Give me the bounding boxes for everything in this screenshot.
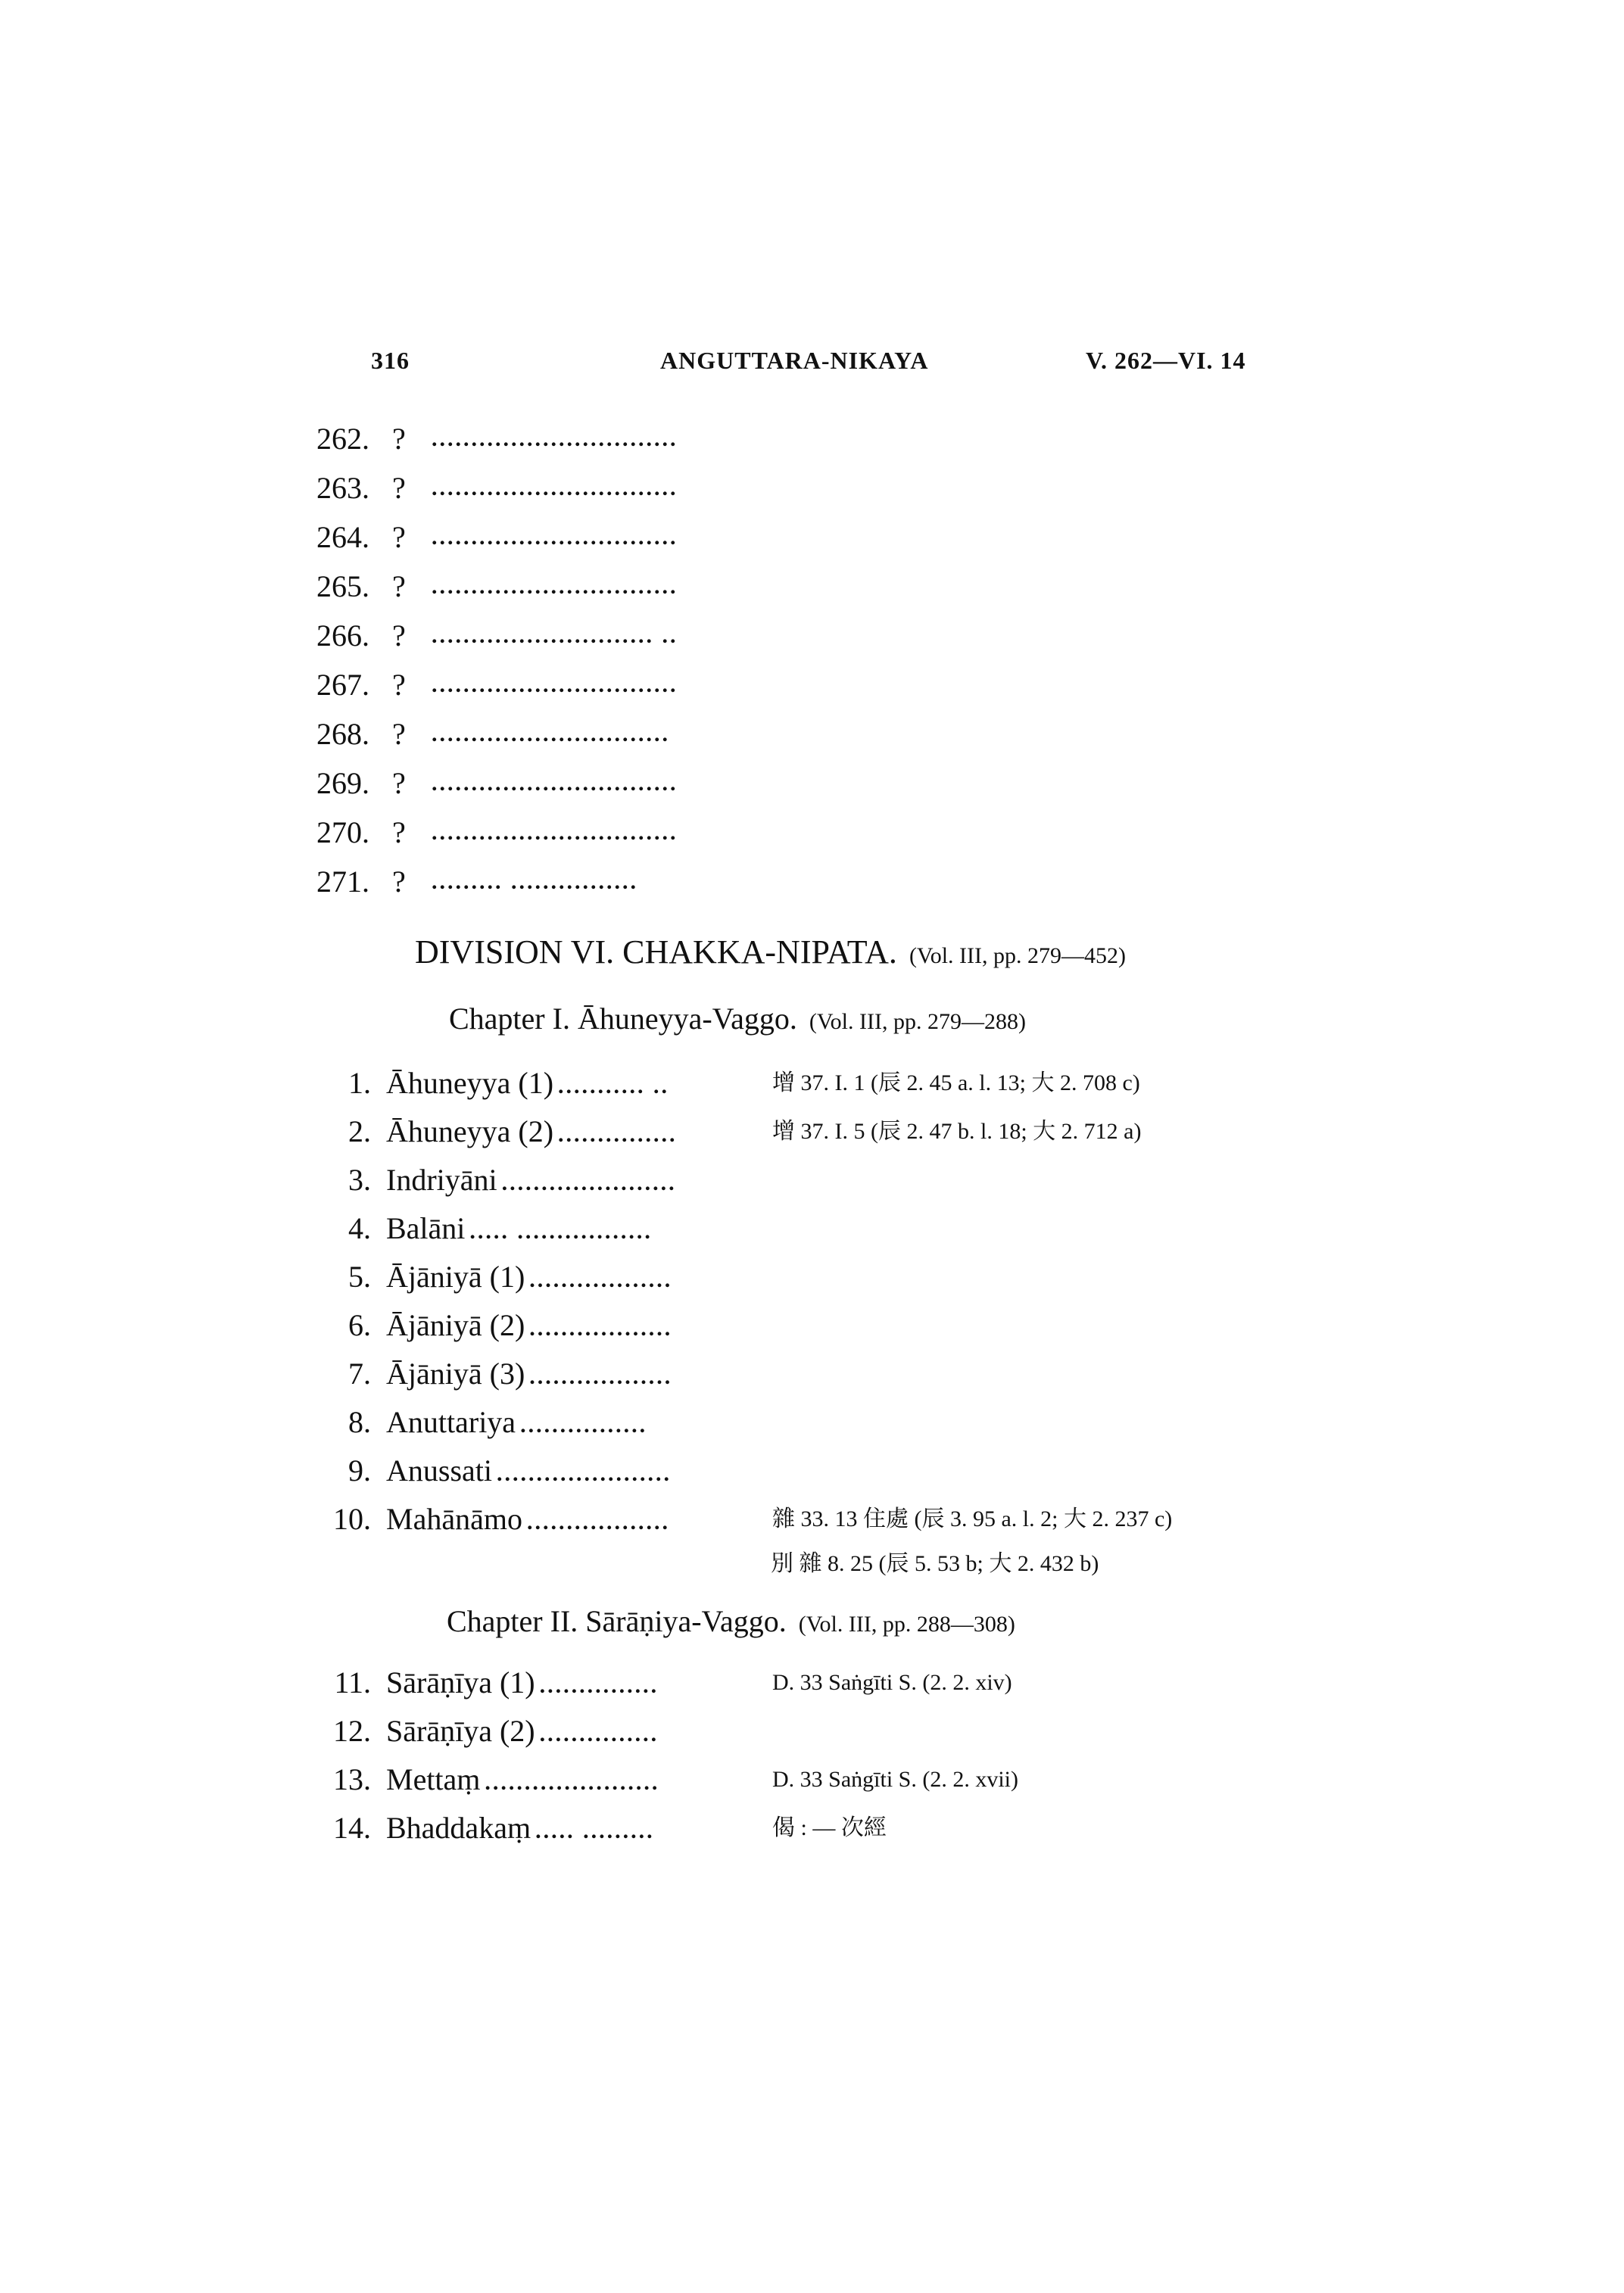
item-title: Sārāṇīya (1) ............... xyxy=(386,1665,659,1699)
item-reference: 雜 33. 13 住處 (辰 3. 95 a. l. 2; 大 2. 237 c) xyxy=(772,1506,1173,1531)
chapter-volume-note: (Vol. III, pp. 279—288) xyxy=(809,1009,1026,1034)
item-title: Indriyāni ...................... xyxy=(386,1163,677,1197)
chapter-heading xyxy=(447,1603,1015,1639)
item-number: 268. xyxy=(316,717,369,751)
leader-dots: ..... ......... xyxy=(535,1818,655,1843)
leader-dots: ...................... xyxy=(497,1461,672,1486)
item-title: Anussati ...................... xyxy=(386,1453,672,1488)
unknown-mark: ? xyxy=(392,815,406,849)
unknown-mark: ? xyxy=(392,717,406,751)
item-title: Āhuneyya (2) ............... xyxy=(386,1114,678,1148)
leader-dots: ..... ................. xyxy=(469,1219,653,1244)
item-title: Anuttariya ................ xyxy=(386,1405,648,1439)
leader-dots: .................. xyxy=(526,1509,670,1534)
item-number: 8. xyxy=(348,1405,371,1439)
item-reference: D. 33 Saṅgīti S. (2. 2. xiv) xyxy=(772,1670,1012,1695)
chapter-volume-note: (Vol. III, pp. 288—308) xyxy=(798,1612,1015,1637)
item-title: Sārāṇīya (2) ............... xyxy=(386,1714,659,1748)
unknown-mark: ? xyxy=(392,422,406,456)
running-title: ANGUTTARA-NIKAYA xyxy=(660,347,929,374)
page-number: 316 xyxy=(371,347,410,374)
item-reference: D. 33 Saṅgīti S. (2. 2. xvii) xyxy=(772,1767,1019,1792)
unknown-mark: ? xyxy=(392,766,406,800)
item-title: Ājāniyā (3) .................. xyxy=(386,1357,673,1391)
item-number: 1. xyxy=(348,1066,371,1100)
leader-dots: ............................... xyxy=(432,672,678,697)
leader-dots: ........... .. xyxy=(558,1073,670,1098)
item-title: Ājāniyā (2) .................. xyxy=(386,1308,673,1342)
leader-dots: .................. xyxy=(529,1267,673,1292)
item-number: 14. xyxy=(333,1811,371,1845)
unknown-mark: ? xyxy=(392,471,406,505)
item-title: Mahānāmo .................. xyxy=(386,1502,670,1536)
unknown-mark: ? xyxy=(392,618,406,653)
unknown-mark: ? xyxy=(392,520,406,554)
item-number: 5. xyxy=(348,1260,371,1294)
item-title: Ājāniyā (1) .................. xyxy=(386,1260,673,1294)
leader-dots: ............................... xyxy=(432,525,678,550)
item-number: 7. xyxy=(348,1357,371,1391)
unknown-mark: ? xyxy=(392,668,406,702)
item-number: 9. xyxy=(348,1453,371,1488)
division-heading xyxy=(415,933,1126,971)
leader-dots: ............................... xyxy=(432,574,678,599)
division-title: DIVISION VI. CHAKKA-NIPATA. xyxy=(415,933,897,970)
unknown-mark: ? xyxy=(392,569,406,603)
chapter-title: Chapter II. Sārāṇiya-Vaggo. xyxy=(447,1604,787,1638)
item-number: 4. xyxy=(348,1211,371,1245)
item-number: 267. xyxy=(316,668,369,702)
leader-dots: .............................. xyxy=(432,721,670,746)
item-number: 10. xyxy=(333,1502,371,1536)
item-number: 3. xyxy=(348,1163,371,1197)
item-number: 264. xyxy=(316,520,369,554)
leader-dots: ............................... xyxy=(432,771,678,796)
leader-dots: ................ xyxy=(520,1413,648,1438)
leader-dots: ............... xyxy=(539,1673,659,1698)
item-number: 271. xyxy=(316,865,369,899)
item-reference: 增 37. I. 1 (辰 2. 45 a. l. 13; 大 2. 708 c) xyxy=(772,1070,1140,1095)
item-number: 266. xyxy=(316,618,369,653)
leader-dots: ............... xyxy=(539,1721,659,1746)
item-number: 263. xyxy=(316,471,369,505)
item-title: Mettaṃ ...................... xyxy=(386,1762,660,1796)
item-number: 2. xyxy=(348,1114,371,1148)
leader-dots: ............... xyxy=(558,1122,678,1147)
item-title: Bhaddakaṃ ..... ......... xyxy=(386,1811,655,1845)
leader-dots: ...................... xyxy=(501,1170,677,1195)
item-number: 13. xyxy=(333,1762,371,1796)
leader-dots: ............................... xyxy=(432,475,678,500)
item-number: 12. xyxy=(333,1714,371,1748)
leader-dots: ............................... xyxy=(432,426,678,451)
item-number: 262. xyxy=(316,422,369,456)
item-number: 269. xyxy=(316,766,369,800)
leader-dots: ............................... xyxy=(432,820,678,845)
item-number: 270. xyxy=(316,815,369,849)
item-title: Balāni ..... ................. xyxy=(386,1211,653,1245)
item-title: Āhuneyya (1) ........... .. xyxy=(386,1066,670,1100)
chapter-title: Chapter I. Āhuneyya-Vaggo. xyxy=(449,1002,797,1036)
item-number: 11. xyxy=(334,1665,371,1699)
item-reference: 增 37. I. 5 (辰 2. 47 b. l. 18; 大 2. 712 a) xyxy=(772,1119,1142,1144)
division-volume-note: (Vol. III, pp. 279—452) xyxy=(909,943,1127,968)
leader-dots: ............................ .. xyxy=(432,623,678,648)
leader-dots: .................. xyxy=(529,1364,673,1389)
header-range: V. 262—VI. 14 xyxy=(1086,347,1246,374)
item-reference-secondary: 別 雜 8. 25 (辰 5. 53 b; 大 2. 432 b) xyxy=(771,1551,1099,1576)
item-number: 6. xyxy=(348,1308,371,1342)
item-number: 265. xyxy=(316,569,369,603)
item-reference: 偈 : — 次經 xyxy=(772,1815,887,1840)
chapter-heading xyxy=(449,1001,1026,1036)
unknown-mark: ? xyxy=(392,865,406,899)
leader-dots: ...................... xyxy=(485,1770,660,1795)
leader-dots: .................. xyxy=(529,1316,673,1341)
leader-dots: ......... ................ xyxy=(432,869,638,894)
